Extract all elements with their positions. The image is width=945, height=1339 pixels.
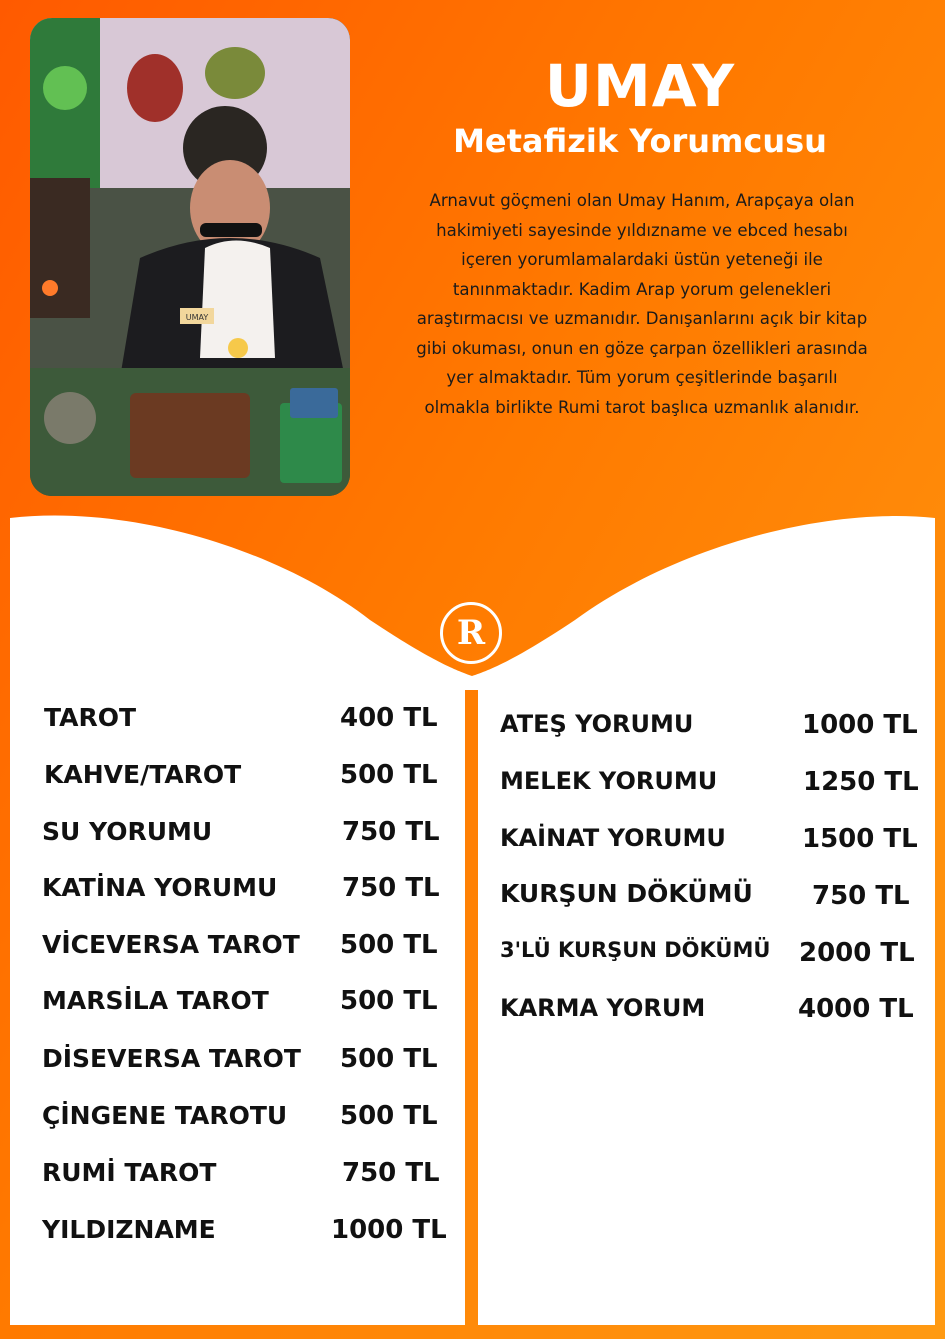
tarot-reading-illustration bbox=[30, 18, 350, 496]
service-name: YILDIZNAME bbox=[42, 1215, 216, 1244]
service-name: KAİNAT YORUMU bbox=[500, 824, 726, 852]
service-name: TAROT bbox=[44, 703, 137, 732]
service-price: 4000 TL bbox=[798, 994, 914, 1024]
service-name: MARSİLA TAROT bbox=[42, 986, 269, 1015]
brand-logo bbox=[440, 602, 502, 664]
service-price: 1000 TL bbox=[802, 710, 918, 740]
service-price: 1500 TL bbox=[802, 824, 918, 854]
service-name: ÇİNGENE TAROTU bbox=[42, 1101, 288, 1130]
service-price: 750 TL bbox=[342, 873, 440, 903]
service-name: 3'LÜ KURŞUN DÖKÜMÜ bbox=[500, 938, 771, 962]
bio-line: yer almaktadır. Tüm yorum çeşitlerinde başarılı bbox=[446, 368, 838, 387]
service-name: MELEK YORUMU bbox=[500, 767, 718, 795]
bio-line: olmakla birlikte Rumi tarot başlıca uzmanlık alanıdır. bbox=[424, 397, 860, 417]
service-price: 750 TL bbox=[342, 817, 440, 847]
reader-photo bbox=[30, 18, 350, 496]
service-name: KARMA YORUM bbox=[500, 994, 706, 1022]
service-price: 500 TL bbox=[340, 986, 438, 1016]
service-price: 2000 TL bbox=[799, 938, 915, 968]
reader-title: Metafizik Yorumcusu bbox=[453, 122, 827, 160]
service-price: 750 TL bbox=[812, 881, 910, 911]
service-price: 1000 TL bbox=[331, 1215, 447, 1245]
service-name: KURŞUN DÖKÜMÜ bbox=[500, 879, 753, 908]
bio-line: gibi okuması, onun en göze çarpan özellikleri arasında bbox=[416, 338, 868, 358]
service-price: 750 TL bbox=[342, 1158, 440, 1188]
bio-line: tanınmaktadır. Kadim Arap yorum gelenekleri bbox=[452, 279, 832, 299]
name-tag-label: UMAY bbox=[185, 313, 209, 322]
service-price: 500 TL bbox=[340, 1044, 438, 1074]
service-price: 500 TL bbox=[340, 1101, 438, 1131]
service-name: VİCEVERSA TAROT bbox=[42, 930, 300, 959]
service-price: 500 TL bbox=[340, 760, 438, 790]
service-name: KAHVE/TAROT bbox=[44, 760, 242, 789]
bio-line: Arnavut göçmeni olan Umay Hanım, Arapçaya olan bbox=[429, 191, 855, 210]
service-name: DİSEVERSA TAROT bbox=[42, 1044, 301, 1073]
service-price: 400 TL bbox=[340, 703, 438, 733]
logo-letter: R bbox=[456, 613, 486, 653]
service-price: 1250 TL bbox=[803, 767, 919, 797]
service-name: RUMİ TAROT bbox=[42, 1158, 217, 1187]
reader-name: UMAY bbox=[544, 52, 736, 120]
service-price: 500 TL bbox=[340, 930, 438, 960]
service-name: ATEŞ YORUMU bbox=[500, 710, 694, 738]
service-name: KATİNA YORUMU bbox=[42, 873, 278, 902]
reader-bio bbox=[372, 186, 912, 422]
service-name: SU YORUMU bbox=[42, 817, 213, 846]
bio-line: içeren yorumlamalardaki üstün yeteneği ile bbox=[461, 250, 823, 269]
bio-line: hakimiyeti sayesinde yıldızname ve ebced hesabı bbox=[436, 220, 848, 240]
bio-line: araştırmacısı ve uzmanıdır. Danışanlarını açık bir kitap bbox=[416, 309, 868, 328]
